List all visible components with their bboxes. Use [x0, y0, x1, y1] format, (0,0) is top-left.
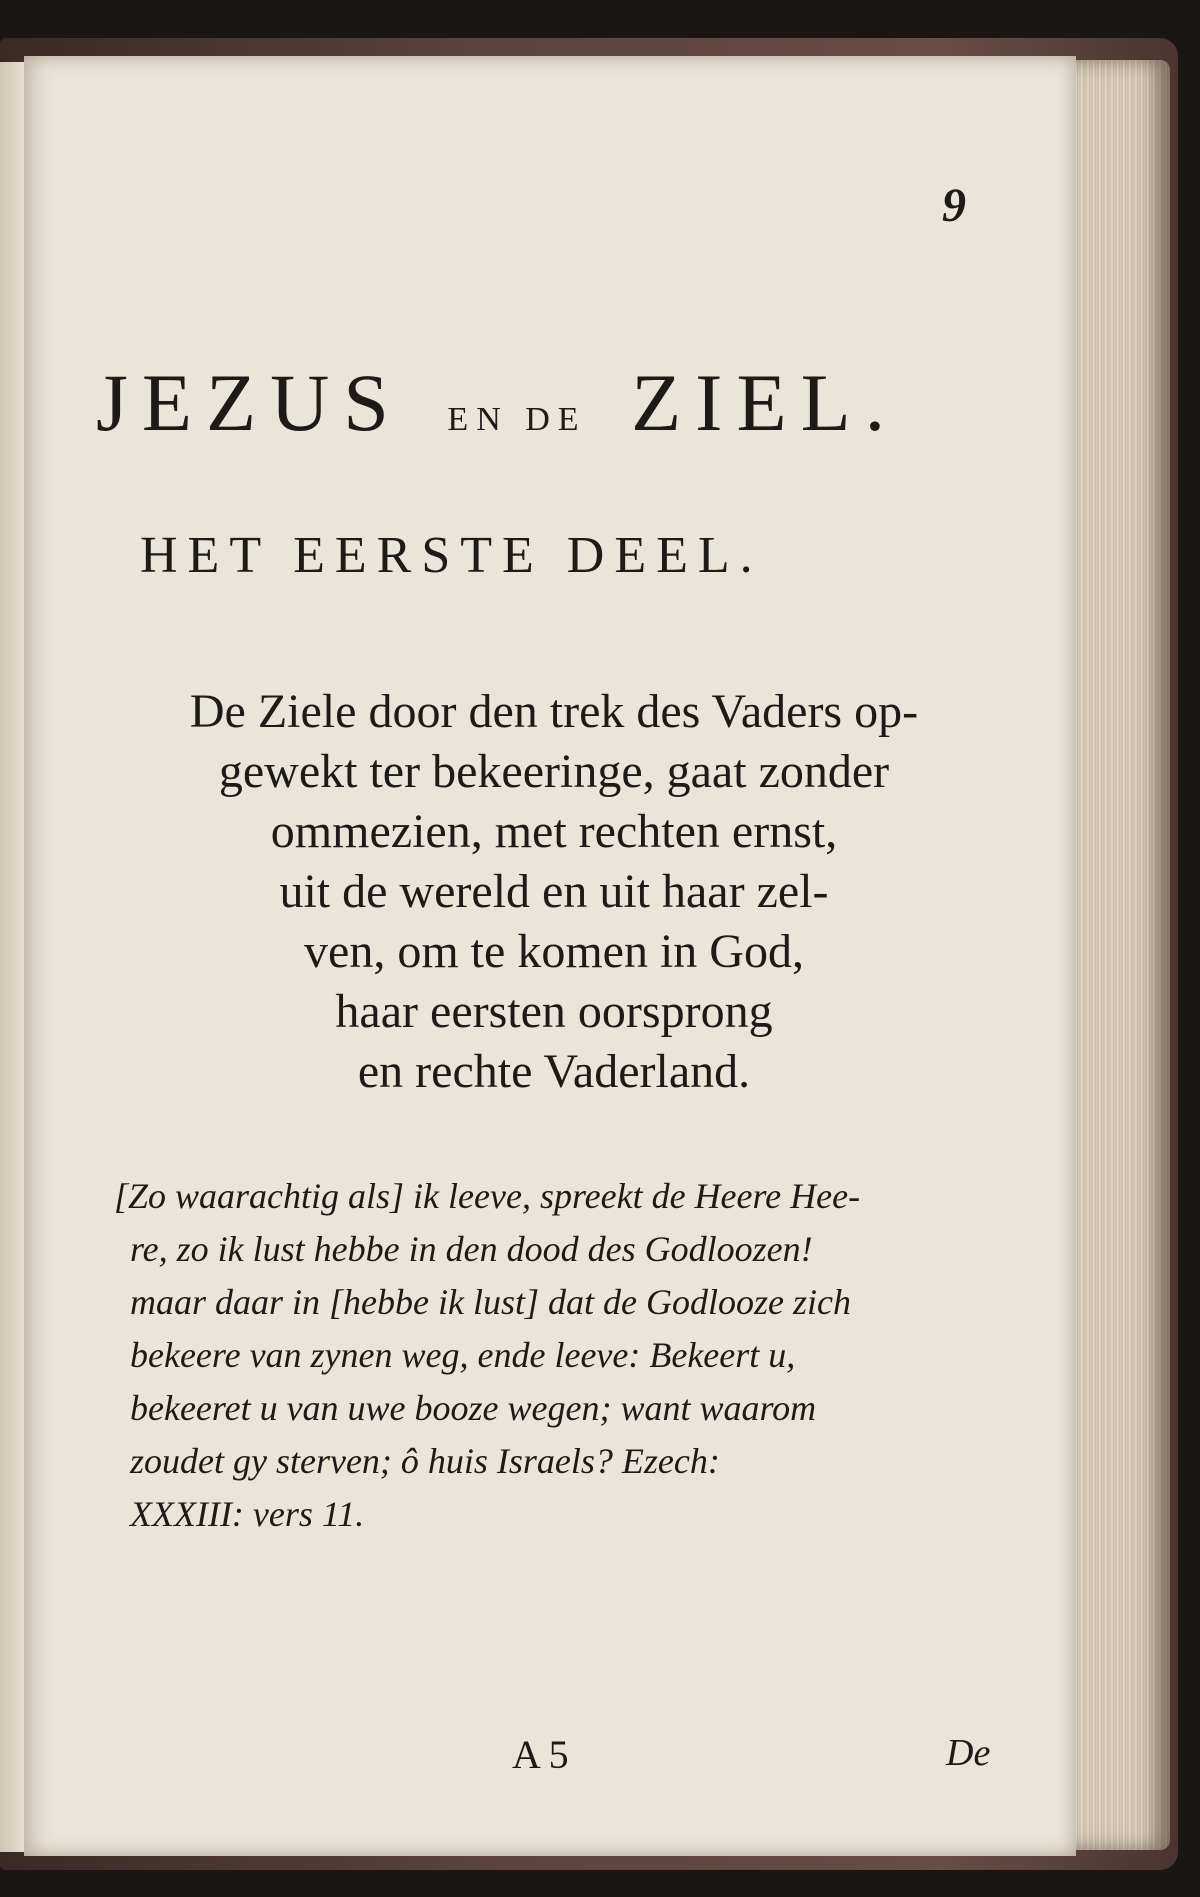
summary-line: gewekt ter bekeeringe, gaat zonder — [218, 745, 890, 798]
title-jezus: JEZUS — [96, 357, 403, 448]
verse-line: [Zo waarachtig als] ik leeve, spreekt de Heere Hee- — [114, 1176, 861, 1216]
verse-line: XXXIII: vers 11. — [130, 1494, 365, 1534]
page-number: 9 — [942, 179, 966, 232]
catchword: De — [946, 1732, 991, 1774]
page-edges — [1060, 60, 1170, 1850]
page-title — [96, 356, 996, 450]
summary-line: ven, om te komen in God, — [304, 925, 804, 978]
summary-line: en rechte Vaderland. — [357, 1045, 751, 1098]
summary-line: De Ziele door den trek des Vaders op- — [189, 685, 919, 738]
scripture-quote — [114, 1170, 1000, 1541]
verse-line: bekeere van zynen weg, ende leeve: Bekeert u, — [130, 1335, 796, 1375]
summary-line: uit de wereld en uit haar zel- — [279, 865, 829, 918]
verse-line: maar daar in [hebbe ik lust] dat de Godlooze zich — [130, 1282, 851, 1322]
verse-line: re, zo ik lust hebbe in den dood des Godloozen! — [130, 1229, 813, 1269]
title-ziel: ZIEL. — [631, 357, 900, 448]
verse-line: zoudet gy sterven; ô huis Israels? Ezech: — [130, 1441, 720, 1481]
chapter-summary — [114, 682, 994, 1102]
signature-mark: A 5 — [512, 1732, 569, 1777]
summary-line: haar eersten oorsprong — [335, 985, 773, 1038]
part-heading: HET EERSTE DEEL. — [140, 527, 763, 584]
facing-page-edge — [0, 62, 26, 1852]
title-en-de: EN DE — [447, 401, 587, 438]
verse-line: bekeeret u van uwe booze wegen; want waarom — [130, 1388, 817, 1428]
summary-line: ommezien, met rechten ernst, — [270, 805, 838, 858]
book-page — [24, 56, 1076, 1856]
